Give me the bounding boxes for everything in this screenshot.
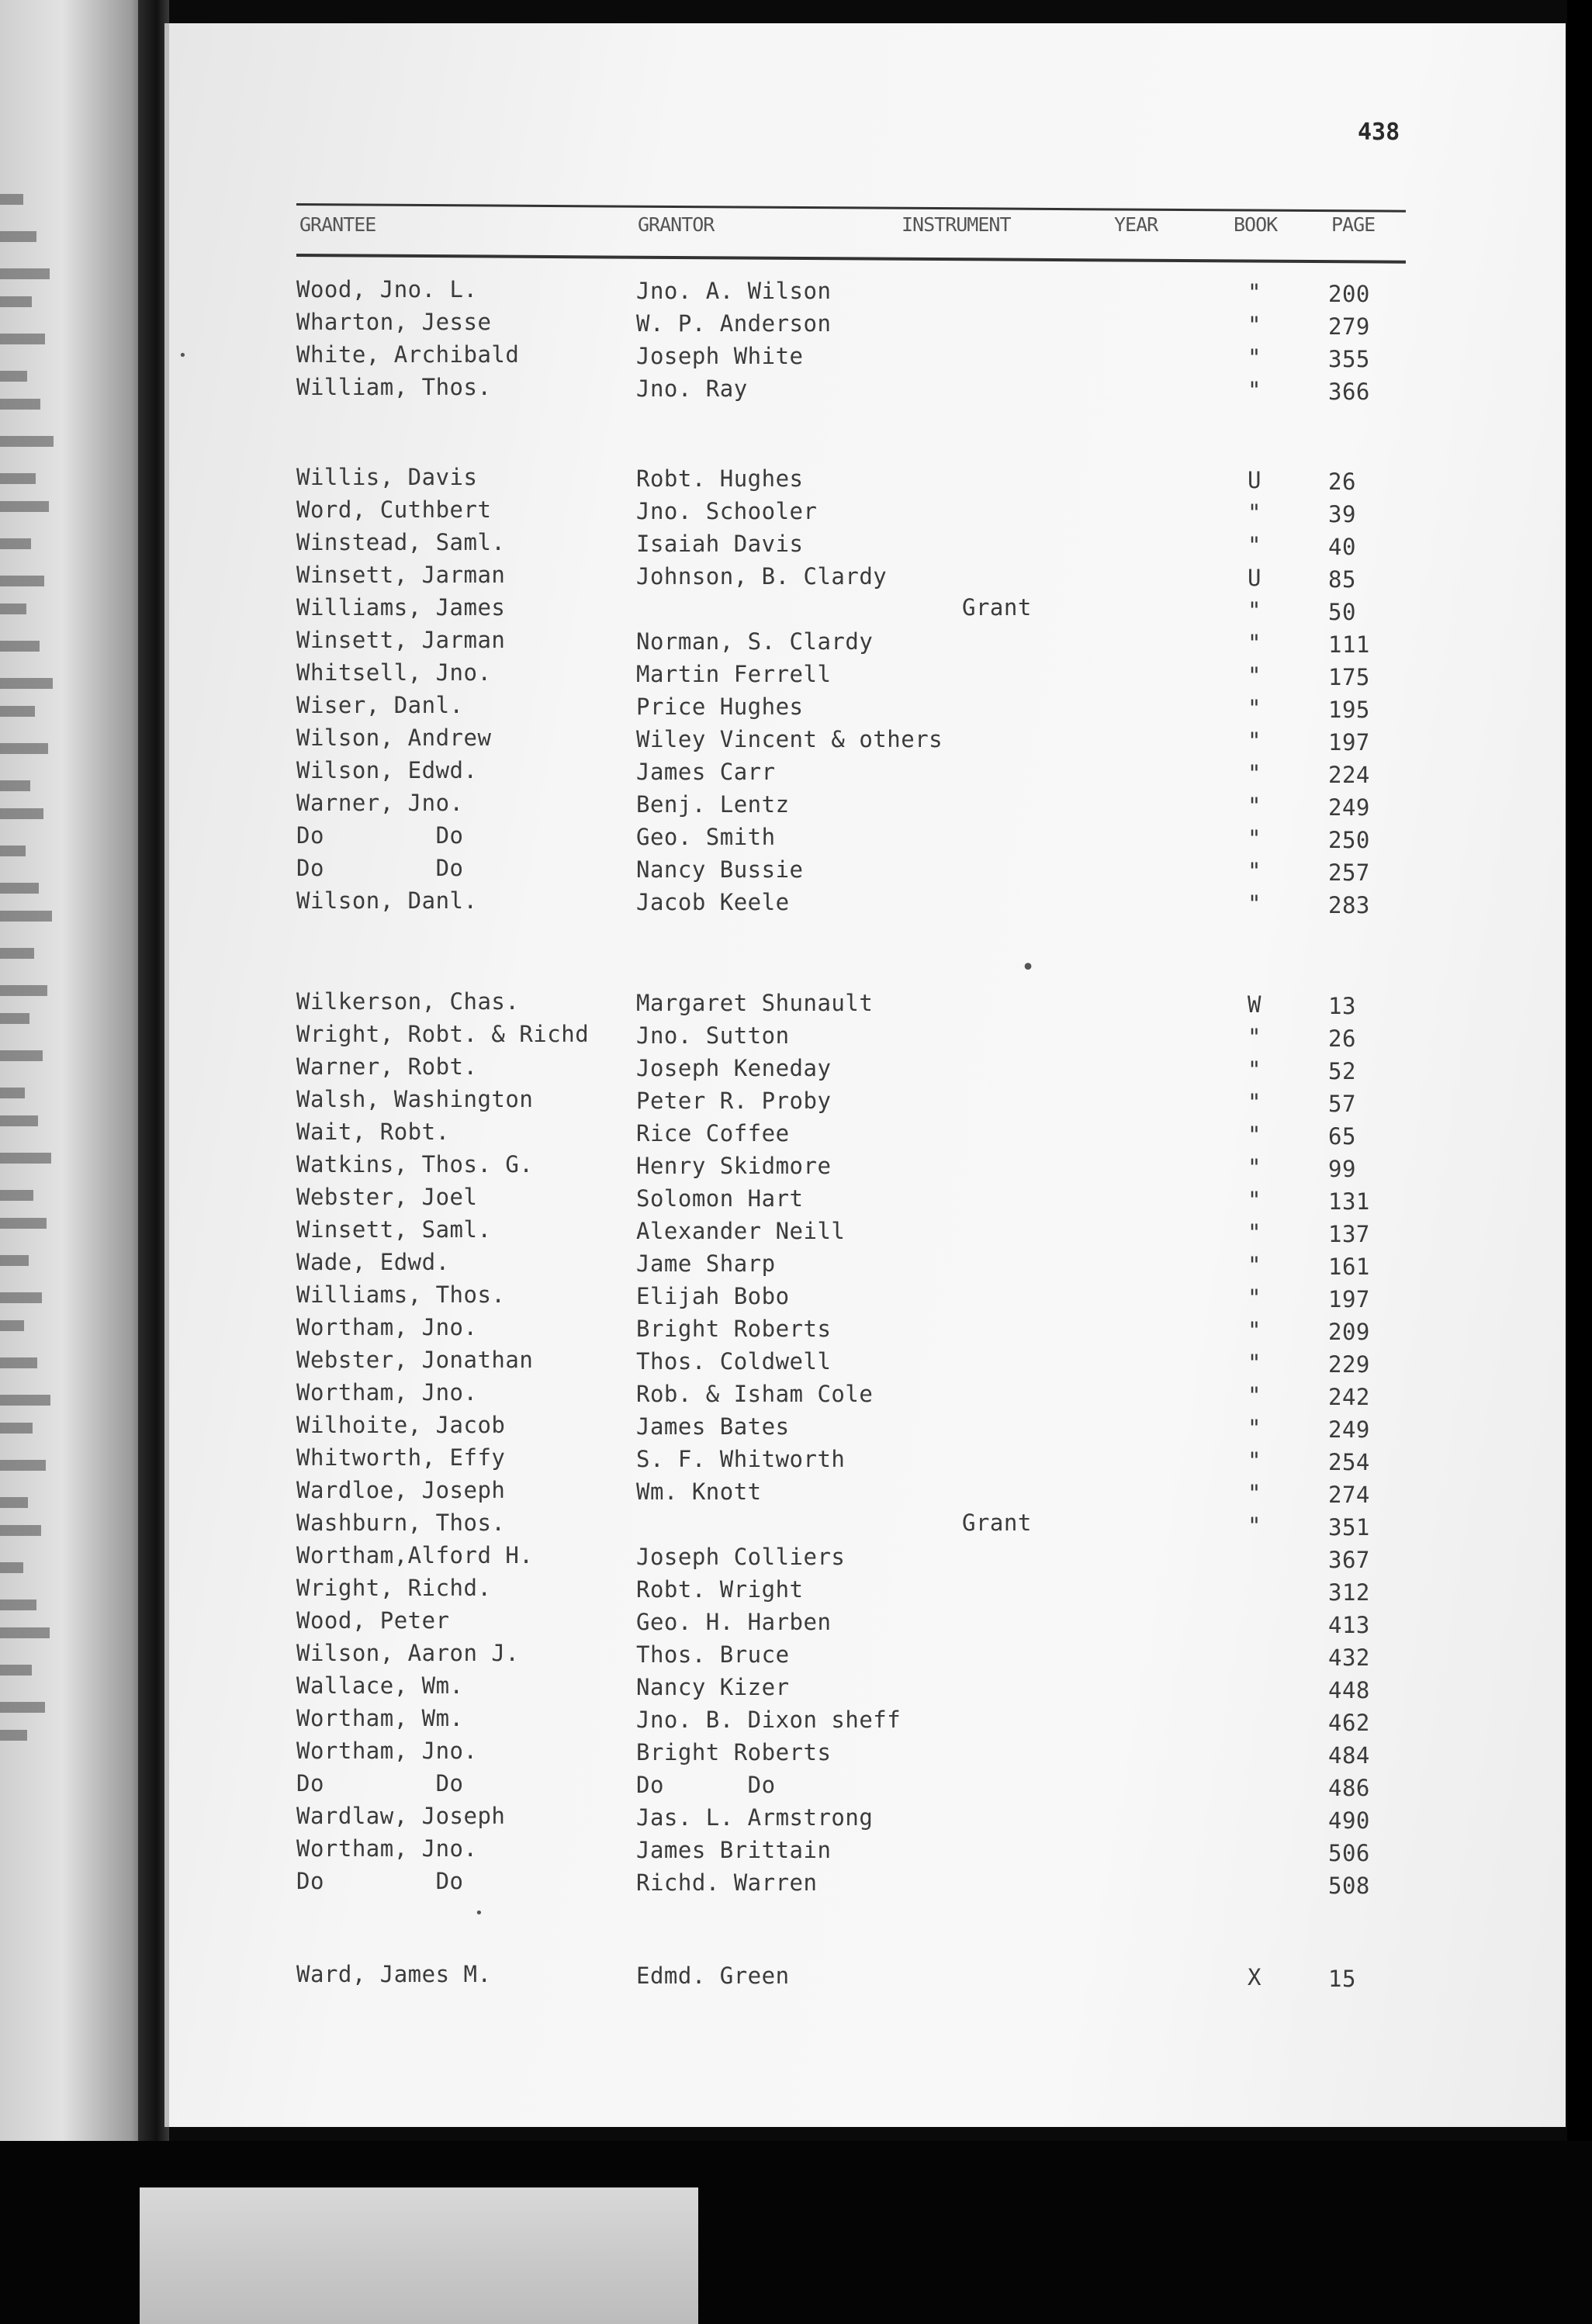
book-cell: "	[1248, 279, 1261, 306]
grantee-cell: Word, Cuthbert	[296, 496, 492, 523]
grantor-cell: Geo. Smith	[636, 824, 776, 850]
book-cell: "	[1248, 1447, 1261, 1474]
grantor-cell: Joseph White	[636, 343, 804, 369]
page-cell: 85	[1328, 566, 1356, 593]
book-cell: "	[1248, 377, 1261, 403]
grantee-cell: Wilhoite, Jacob	[296, 1412, 506, 1438]
page-cell: 250	[1328, 827, 1370, 853]
adjacent-page-text-fragment	[0, 1190, 33, 1201]
adjacent-page-text-fragment	[0, 1627, 50, 1638]
adjacent-page-text-fragment	[0, 985, 47, 996]
page-cell: 131	[1328, 1188, 1370, 1215]
page-cell: 242	[1328, 1384, 1370, 1410]
grantor-cell: Norman, S. Clardy	[636, 628, 874, 655]
book-cell: "	[1248, 312, 1261, 338]
adjacent-page-text-fragment	[0, 194, 23, 205]
page-cell: 57	[1328, 1091, 1356, 1117]
page-cell: 351	[1328, 1514, 1370, 1541]
adjacent-page-text-fragment	[0, 1525, 41, 1536]
adjacent-page-text-fragment	[0, 641, 40, 652]
page-cell: 257	[1328, 859, 1370, 886]
stray-mark: •	[475, 1905, 483, 1921]
grantee-cell: Warner, Jno.	[296, 790, 464, 816]
grantor-cell: Jas. L. Armstrong	[636, 1804, 874, 1831]
grantor-cell: Solomon Hart	[636, 1185, 804, 1212]
book-cell: "	[1248, 662, 1261, 689]
grantor-cell: Peter R. Proby	[636, 1088, 832, 1114]
grantor-cell: Bright Roberts	[636, 1316, 832, 1342]
adjacent-page-text-fragment	[0, 1050, 43, 1061]
adjacent-page-text-fragment	[0, 1292, 42, 1303]
adjacent-page-text-fragment	[0, 1153, 51, 1164]
book-cell: "	[1248, 891, 1261, 917]
adjacent-page-text-fragment	[0, 1730, 27, 1741]
page-cell: 197	[1328, 729, 1370, 756]
book-cell: "	[1248, 597, 1261, 624]
book-cell: "	[1248, 1317, 1261, 1344]
grantee-cell: Willis, Davis	[296, 464, 478, 490]
adjacent-page-text-fragment	[0, 1599, 36, 1610]
page-cell: 52	[1328, 1058, 1356, 1084]
adjacent-book-page	[0, 0, 155, 2141]
grantor-cell: Wiley Vincent & others	[636, 726, 943, 752]
book-cell: "	[1248, 858, 1261, 884]
grantee-cell: Wilson, Edwd.	[296, 757, 478, 783]
page-cell: 312	[1328, 1579, 1370, 1606]
header-year: YEAR	[1114, 213, 1158, 236]
grantor-cell: S. F. Whitworth	[636, 1446, 846, 1472]
grantor-cell: Wm. Knott	[636, 1478, 762, 1505]
grantee-cell: Wood, Peter	[296, 1607, 450, 1634]
grantee-cell: Winstead, Saml.	[296, 529, 506, 555]
grantee-cell: Wright, Richd.	[296, 1575, 492, 1601]
grantee-cell: White, Archibald	[296, 341, 520, 368]
grantor-cell: Nancy Bussie	[636, 856, 804, 883]
page-cell: 65	[1328, 1123, 1356, 1150]
page-cell: 274	[1328, 1482, 1370, 1508]
grantee-cell: Webster, Joel	[296, 1184, 478, 1210]
bottom-paper-edge	[140, 2187, 698, 2324]
book-cell: "	[1248, 825, 1261, 852]
grantee-cell: Whitsell, Jno.	[296, 659, 492, 686]
grantee-cell: Washburn, Thos.	[296, 1510, 506, 1536]
grantee-cell: Do Do	[296, 1868, 464, 1894]
adjacent-page-text-fragment	[0, 1013, 29, 1024]
adjacent-page-text-fragment	[0, 473, 36, 484]
adjacent-page-text-fragment	[0, 1115, 38, 1126]
grantor-cell: Richd. Warren	[636, 1869, 818, 1896]
grantee-cell: Wade, Edwd.	[296, 1249, 450, 1275]
book-cell: "	[1248, 793, 1261, 819]
book-cell: "	[1248, 532, 1261, 559]
page-cell: 161	[1328, 1254, 1370, 1280]
book-cell: "	[1248, 1154, 1261, 1181]
grantor-cell: Jno. Sutton	[636, 1022, 790, 1049]
book-cell: "	[1248, 1350, 1261, 1376]
grantee-cell: Warner, Robt.	[296, 1053, 478, 1080]
grantor-cell: Jacob Keele	[636, 889, 790, 915]
grantor-cell: Robt. Hughes	[636, 465, 804, 492]
grantee-cell: Wardloe, Joseph	[296, 1477, 506, 1503]
book-cell: "	[1248, 1513, 1261, 1539]
grantee-cell: Do Do	[296, 1770, 464, 1797]
grantee-cell: Do Do	[296, 855, 464, 881]
book-cell: "	[1248, 760, 1261, 787]
grantee-cell: William, Thos.	[296, 374, 492, 400]
book-cell: "	[1248, 1024, 1261, 1050]
adjacent-page-text-fragment	[0, 1218, 47, 1229]
adjacent-page-text-fragment	[0, 1395, 50, 1406]
page-cell: 13	[1328, 993, 1356, 1019]
grantee-cell: Wardlaw, Joseph	[296, 1803, 506, 1829]
book-cell: "	[1248, 1415, 1261, 1441]
grantor-cell: Johnson, B. Clardy	[636, 563, 888, 590]
instrument-cell: Grant	[962, 1510, 1032, 1536]
page-cell: 506	[1328, 1840, 1370, 1866]
book-cell: "	[1248, 1252, 1261, 1278]
grantee-cell: Wilson, Danl.	[296, 887, 478, 914]
header-instrument: INSTRUMENT	[902, 213, 1011, 236]
header-grantee: GRANTEE	[299, 213, 376, 236]
adjacent-page-text-fragment	[0, 268, 50, 279]
page-cell: 254	[1328, 1449, 1370, 1475]
adjacent-page-text-fragment	[0, 231, 36, 242]
grantor-cell: Jno. B. Dixon sheff	[636, 1707, 902, 1733]
grantee-cell: Wortham, Jno.	[296, 1314, 478, 1340]
grantee-cell: Winsett, Saml.	[296, 1216, 492, 1243]
grantee-cell: Webster, Jonathan	[296, 1347, 534, 1373]
grantor-cell: Jno. Ray	[636, 375, 748, 402]
book-cell: U	[1248, 565, 1261, 591]
grantor-cell: Martin Ferrell	[636, 661, 832, 687]
page-cell: 279	[1328, 313, 1370, 340]
grantee-cell: Do Do	[296, 822, 464, 849]
adjacent-page-text-fragment	[0, 780, 30, 791]
grantee-cell: Watkins, Thos. G.	[296, 1151, 534, 1178]
grantee-cell: Winsett, Jarman	[296, 627, 506, 653]
grantor-cell: Jno. A. Wilson	[636, 278, 832, 304]
page-cell: 50	[1328, 599, 1356, 625]
grantee-cell: Williams, James	[296, 594, 506, 621]
grantor-cell: Jame Sharp	[636, 1250, 776, 1277]
adjacent-page-text-fragment	[0, 399, 40, 410]
adjacent-page-text-fragment	[0, 1088, 25, 1098]
page-cell: 462	[1328, 1710, 1370, 1736]
page-cell: 175	[1328, 664, 1370, 690]
adjacent-page-text-fragment	[0, 1562, 23, 1573]
grantee-cell: Whitworth, Effy	[296, 1444, 506, 1471]
page-cell: 366	[1328, 379, 1370, 405]
grantor-cell: Robt. Wright	[636, 1576, 804, 1603]
grantee-cell: Wortham, Jno.	[296, 1379, 478, 1406]
page-cell: 490	[1328, 1807, 1370, 1834]
book-cell: "	[1248, 1057, 1261, 1083]
adjacent-page-text-fragment	[0, 334, 45, 344]
page-cell: 283	[1328, 892, 1370, 918]
adjacent-page-text-fragment	[0, 603, 26, 614]
page-cell: 39	[1328, 501, 1356, 527]
grantor-cell: Thos. Bruce	[636, 1641, 790, 1668]
grantor-cell: James Brittain	[636, 1837, 832, 1863]
header-page: PAGE	[1331, 213, 1376, 236]
grantee-cell: Walsh, Washington	[296, 1086, 534, 1112]
grantee-cell: Wright, Robt. & Richd	[296, 1021, 590, 1047]
adjacent-page-text-fragment	[0, 371, 27, 382]
grantor-cell: Price Hughes	[636, 693, 804, 720]
adjacent-page-text-fragment	[0, 1357, 37, 1368]
page-number: 438	[1358, 119, 1400, 146]
book-cell: "	[1248, 1480, 1261, 1506]
page-cell: 249	[1328, 1416, 1370, 1443]
grantor-cell: Alexander Neill	[636, 1218, 846, 1244]
page-cell: 484	[1328, 1742, 1370, 1769]
book-cell: "	[1248, 695, 1261, 721]
grantor-cell: James Bates	[636, 1413, 790, 1440]
adjacent-page-text-fragment	[0, 948, 34, 959]
page-cell: 111	[1328, 631, 1370, 658]
grantor-cell: Thos. Coldwell	[636, 1348, 832, 1375]
grantee-cell: Wortham,Alford H.	[296, 1542, 534, 1568]
page-cell: 486	[1328, 1775, 1370, 1801]
grantor-cell: Isaiah Davis	[636, 531, 804, 557]
adjacent-page-text-fragment	[0, 1665, 32, 1676]
book-cell: W	[1248, 991, 1261, 1018]
book-cell: "	[1248, 630, 1261, 656]
adjacent-page-text-fragment	[0, 1497, 28, 1508]
grantor-cell: Do Do	[636, 1772, 776, 1798]
grantee-cell: Wortham, Wm.	[296, 1705, 464, 1731]
page-cell: 197	[1328, 1286, 1370, 1312]
page-cell: 195	[1328, 697, 1370, 723]
page-cell: 508	[1328, 1873, 1370, 1899]
adjacent-page-text-fragment	[0, 1460, 46, 1471]
grantor-cell: Henry Skidmore	[636, 1153, 832, 1179]
book-cell: "	[1248, 500, 1261, 526]
adjacent-page-text-fragment	[0, 678, 53, 689]
page-cell: 26	[1328, 469, 1356, 495]
book-cell: "	[1248, 1219, 1261, 1246]
adjacent-page-text-fragment	[0, 436, 54, 447]
page-cell: 448	[1328, 1677, 1370, 1703]
book-cell: "	[1248, 1285, 1261, 1311]
adjacent-page-text-fragment	[0, 576, 44, 586]
grantee-cell: Winsett, Jarman	[296, 562, 506, 588]
grantor-cell: Rice Coffee	[636, 1120, 790, 1146]
header-grantor: GRANTOR	[638, 213, 715, 236]
adjacent-page-text-fragment	[0, 743, 48, 754]
grantee-cell: Wallace, Wm.	[296, 1672, 464, 1699]
adjacent-page-text-fragment	[0, 538, 31, 549]
grantor-cell: Geo. H. Harben	[636, 1609, 832, 1635]
page-cell: 249	[1328, 794, 1370, 821]
adjacent-page-text-fragment	[0, 1255, 29, 1266]
book-cell: U	[1248, 467, 1261, 493]
header-book: BOOK	[1234, 213, 1278, 236]
page-cell: 137	[1328, 1221, 1370, 1247]
grantee-cell: Wilson, Andrew	[296, 725, 492, 751]
grantor-cell: Jno. Schooler	[636, 498, 818, 524]
grantor-cell: Edmd. Green	[636, 1963, 790, 1989]
grantor-cell: Joseph Keneday	[636, 1055, 832, 1081]
stray-mark: •	[1021, 954, 1036, 981]
page-cell: 99	[1328, 1156, 1356, 1182]
grantor-cell: Rob. & Isham Cole	[636, 1381, 874, 1407]
grantee-cell: Wortham, Jno.	[296, 1835, 478, 1862]
book-cell: "	[1248, 1187, 1261, 1213]
page-cell: 200	[1328, 281, 1370, 307]
page-cell: 26	[1328, 1025, 1356, 1052]
book-cell: X	[1248, 1964, 1261, 1990]
page-cell: 355	[1328, 346, 1370, 372]
adjacent-page-text-fragment	[0, 883, 39, 894]
grantor-cell: James Carr	[636, 759, 776, 785]
grantee-cell: Wilkerson, Chas.	[296, 988, 520, 1015]
page-cell: 224	[1328, 762, 1370, 788]
grantor-cell: Benj. Lentz	[636, 791, 790, 818]
adjacent-page-text-fragment	[0, 706, 35, 717]
grantee-cell: Ward, James M.	[296, 1961, 492, 1987]
book-cell: "	[1248, 1122, 1261, 1148]
grantor-cell: W. P. Anderson	[636, 310, 832, 337]
instrument-cell: Grant	[962, 594, 1032, 621]
grantee-cell: Wharton, Jesse	[296, 309, 492, 335]
book-cell: "	[1248, 1382, 1261, 1409]
adjacent-page-text-fragment	[0, 1702, 45, 1713]
page-cell: 432	[1328, 1644, 1370, 1671]
page-cell: 413	[1328, 1612, 1370, 1638]
grantee-cell: Williams, Thos.	[296, 1281, 506, 1308]
grantee-cell: Wood, Jno. L.	[296, 276, 478, 303]
adjacent-page-text-fragment	[0, 1423, 33, 1433]
page-cell: 40	[1328, 534, 1356, 560]
grantee-cell: Wortham, Jno.	[296, 1738, 478, 1764]
book-cell: "	[1248, 728, 1261, 754]
grantee-cell: Wilson, Aaron J.	[296, 1640, 520, 1666]
right-shadow	[1567, 0, 1592, 2141]
page-cell: 367	[1328, 1547, 1370, 1573]
adjacent-page-text-fragment	[0, 846, 26, 856]
grantor-cell: Bright Roberts	[636, 1739, 832, 1765]
adjacent-page-text-fragment	[0, 808, 43, 819]
adjacent-page-text-fragment	[0, 296, 32, 307]
stray-mark: •	[178, 348, 187, 364]
grantor-cell: Nancy Kizer	[636, 1674, 790, 1700]
grantor-cell: Joseph Colliers	[636, 1544, 846, 1570]
page-cell: 15	[1328, 1966, 1356, 1992]
book-cell: "	[1248, 344, 1261, 371]
adjacent-page-text-fragment	[0, 1320, 24, 1331]
grantor-cell: Margaret Shunault	[636, 990, 874, 1016]
grantee-cell: Wiser, Danl.	[296, 692, 464, 718]
book-cell: "	[1248, 1089, 1261, 1115]
grantor-cell: Elijah Bobo	[636, 1283, 790, 1309]
grantee-cell: Wait, Robt.	[296, 1119, 450, 1145]
adjacent-page-text-fragment	[0, 501, 49, 512]
page-cell: 229	[1328, 1351, 1370, 1378]
adjacent-page-text-fragment	[0, 911, 52, 922]
page-cell: 209	[1328, 1319, 1370, 1345]
